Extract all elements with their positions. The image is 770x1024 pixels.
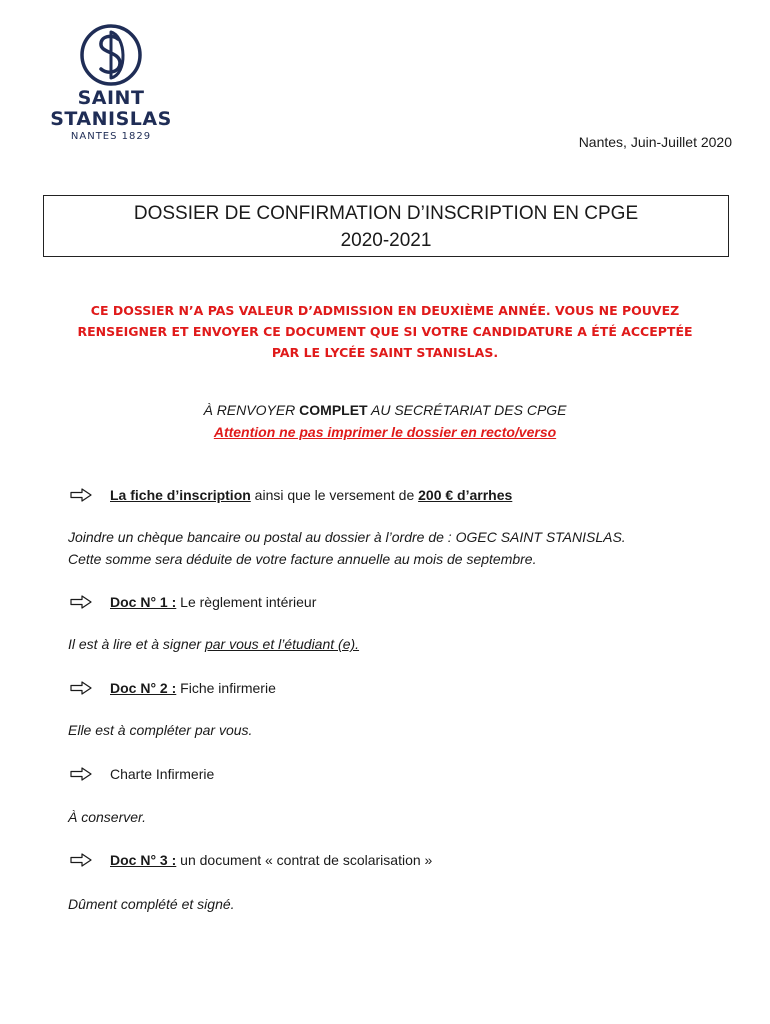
list-item bbox=[70, 852, 432, 868]
logo-city: NANTES 1829 bbox=[70, 131, 152, 142]
send-prefix: À RENVOYER bbox=[203, 402, 300, 418]
item-text bbox=[110, 594, 316, 610]
send-bold: COMPLET bbox=[299, 402, 368, 418]
item-desc: Le règlement intérieur bbox=[176, 594, 317, 610]
right-arrow-outline-icon bbox=[70, 681, 92, 695]
send-suffix: AU SECRÉTARIAT DES CPGE bbox=[367, 402, 567, 418]
item-label: Doc N° 2 : bbox=[110, 680, 177, 696]
warning-line: PAR LE LYCÉE SAINT STANISLAS. bbox=[271, 345, 499, 360]
logo-name-line2: STANISLAS bbox=[50, 108, 172, 130]
item-text bbox=[110, 852, 432, 868]
monogram-logo-icon bbox=[78, 22, 144, 88]
item-desc: Charte Infirmerie bbox=[110, 766, 215, 782]
doc3-note: Dûment complété et signé. bbox=[68, 896, 235, 912]
doc1-note bbox=[68, 633, 359, 655]
item-desc: ainsi que le versement de bbox=[250, 487, 419, 503]
warning-line: RENSEIGNER ET ENVOYER CE DOCUMENT QUE SI VOTRE CANDIDATURE A ÉTÉ ACCEPTÉE bbox=[77, 324, 693, 339]
item-amount: 200 € d’arrhes bbox=[418, 487, 513, 503]
admission-warning bbox=[40, 300, 730, 363]
fee-note bbox=[68, 526, 626, 570]
note-underlined: par vous et l’étudiant (e). bbox=[204, 636, 360, 652]
right-arrow-outline-icon bbox=[70, 488, 92, 502]
title-line1: DOSSIER DE CONFIRMATION D’INSCRIPTION EN CPGE bbox=[133, 203, 639, 224]
note-text: Il est à lire et à signer bbox=[68, 636, 205, 652]
item-desc: Fiche infirmerie bbox=[176, 680, 276, 696]
print-attention: Attention ne pas imprimer le dossier en recto/verso bbox=[213, 424, 557, 440]
note-line: Joindre un chèque bancaire ou postal au dossier à l’ordre de : OGEC SAINT STANISLAS. bbox=[68, 529, 626, 545]
note-line: Cette somme sera déduite de votre facture annuelle au mois de septembre. bbox=[68, 551, 537, 567]
send-instructions bbox=[0, 399, 770, 443]
charte-note: À conserver. bbox=[68, 809, 147, 825]
doc2-note: Elle est à compléter par vous. bbox=[68, 722, 253, 738]
right-arrow-outline-icon bbox=[70, 595, 92, 609]
item-text bbox=[110, 680, 276, 696]
item-text bbox=[110, 487, 512, 503]
item-desc: un document « contrat de scolarisation » bbox=[176, 852, 433, 868]
item-label: Doc N° 1 : bbox=[110, 594, 177, 610]
logo-name-line1: SAINT bbox=[77, 87, 145, 109]
list-item bbox=[70, 766, 214, 782]
title-line2: 2020-2021 bbox=[340, 230, 432, 251]
list-item bbox=[70, 680, 276, 696]
right-arrow-outline-icon bbox=[70, 853, 92, 867]
item-label: Doc N° 3 : bbox=[110, 852, 177, 868]
right-arrow-outline-icon bbox=[70, 767, 92, 781]
item-label: La fiche d’inscription bbox=[110, 487, 251, 503]
list-item bbox=[70, 487, 512, 503]
list-item bbox=[70, 594, 316, 610]
school-logo bbox=[44, 22, 178, 142]
send-line bbox=[0, 399, 770, 421]
title-box bbox=[43, 195, 729, 257]
document-date: Nantes, Juin-Juillet 2020 bbox=[578, 134, 732, 150]
warning-line: CE DOSSIER N’A PAS VALEUR D’ADMISSION EN DEUXIÈME ANNÉE. VOUS NE POUVEZ bbox=[90, 303, 680, 318]
